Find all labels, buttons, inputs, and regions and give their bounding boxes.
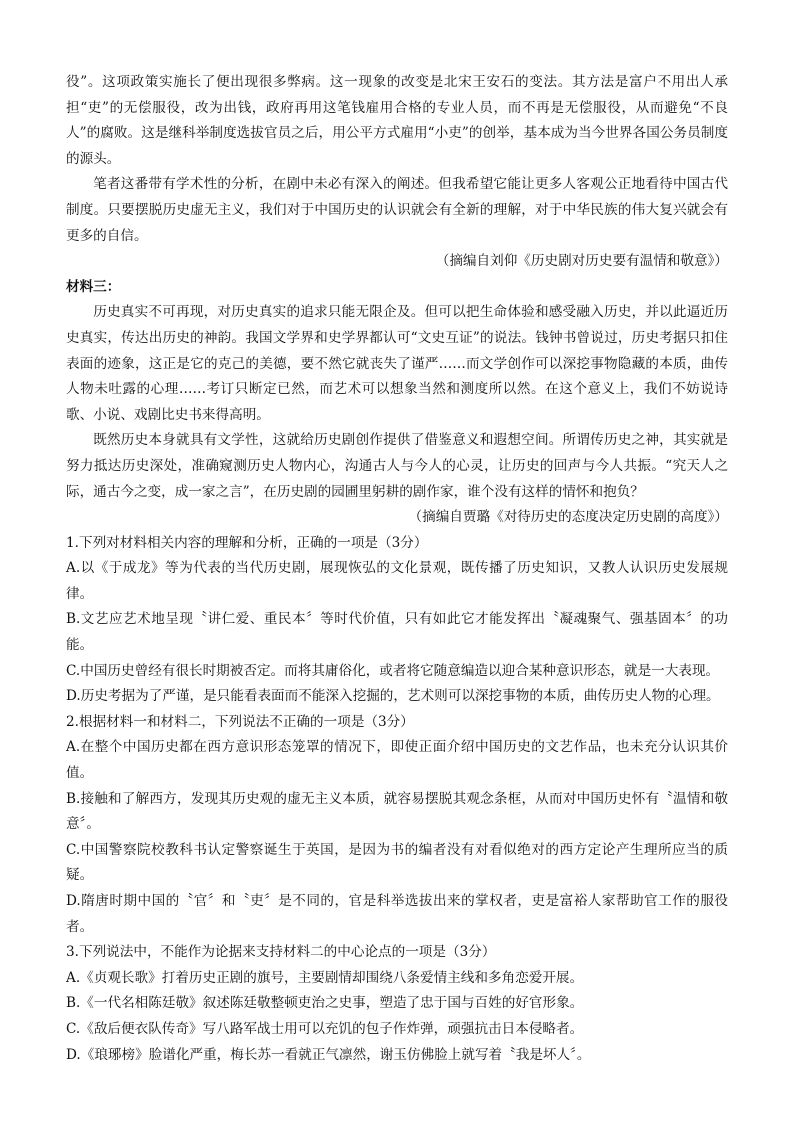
- question-2-stem: 2.根据材料一和材料二，下列说法不正确的一项是（3分）: [66, 713, 414, 730]
- question-2-option-b: B.接触和了解西方，发现其历史观的虚无主义本质，就容易摆脱其观念条框，从而对中国历史怀有〝温情和敬意〞。: [66, 790, 728, 833]
- question-1-option-d: D.历史考据为了严谨，是只能看表面而不能深入挖掘的，艺术则可以深挖事物的本质，曲传历史人物的心理。: [66, 688, 720, 705]
- question-2-option-d: D.隋唐时期中国的〝官〞和〝吏〞是不同的，官是科举选拔出来的掌权者，吏是富裕人家帮助官工作的服役者。: [66, 893, 728, 935]
- material3-heading: 材料三：: [66, 278, 121, 295]
- question-2-option-a: A.在整个中国历史都在西方意识形态笼罩的情况下，即使正面介绍中国历史的文艺作品，也未充分认识其价值。: [66, 739, 728, 782]
- material3-source: （摘编自贾璐《对待历史的态度决定历史剧的高度》）: [408, 509, 728, 526]
- question-3-stem: 3.下列说法中，不能作为论据来支持材料二的中心论点的一项是（3分）: [66, 944, 496, 961]
- question-2-option-c: C.中国警察院校教科书认定警察诞生于英国，是因为书的编者没有对看似绝对的西方定论产生理所应当的质疑。: [66, 841, 728, 884]
- question-1-option-b: B.文艺应艺术地呈现〝讲仁爱、重民本〞等时代价值，只有如此它才能发挥出〝凝魂聚气、强基固本〞的功能。: [66, 611, 728, 654]
- question-3-option-a: A.《贞观长歌》打着历史正剧的旗号，主要剧情却围绕八条爱情主线和多角恋爱开展。: [66, 969, 584, 986]
- question-1-stem: 1.下列对材料相关内容的理解和分析，正确的一项是（3分）: [66, 534, 428, 551]
- material2-paragraph-continued: 役”。这项政策实施长了便出现很多弊病。这一现象的改变是北宋王安石的变法。其方法是富户不用出人承担“吏”的无偿服役，改为出钱，政府再用这笔钱雇用合格的专业人员，而不再是无偿服役，从而避免“不良人”的腐败。这是继科举制度选拔官员之后，用公平方式雇用“小吏”的创举，基本成为当今世界各国公务员制度的源头。: [66, 74, 728, 167]
- material3-paragraph-1: 历史真实不可再现，对历史真实的追求只能无限企及。但可以把生命体验和感受融入历史，并以此逼近历史真实，传达出历史的神韵。我国文学界和史学界都认可“文史互证”的说法。钱钟书曾说过，历史考据只扣住表面的迹象，这正是它的克己的美德，要不然它就丧失了谨严……而文学创作可以深挖事物隐藏的本质，曲传人物未吐露的心理……考订只断定已然，而艺术可以想象当然和测度所以然。在这个意义上，我们不妨说诗歌、小说、戏剧比史书来得高明。: [66, 304, 728, 423]
- question-3-option-d: D.《琅琊榜》脸谱化严重，梅长苏一看就正气凛然，谢玉仿佛脸上就写着〝我是坏人〞。: [66, 1046, 591, 1063]
- question-1-option-a: A.以《于成龙》等为代表的当代历史剧，展现恢弘的文化景观，既传播了历史知识，又教人认识历史发展规律。: [66, 560, 728, 602]
- material3-paragraph-2: 既然历史本身就具有文学性，这就给历史剧创作提供了借鉴意义和遐想空间。所谓传历史之神，其实就是努力抵达历史深处，准确窥测历史人物内心，沟通古人与今人的心灵，让历史的回声与今人共振。“究天人之际，通古今之变，成一家之言”，在历史剧的园圃里躬耕的剧作家，谁个没有这样的情怀和抱负？: [66, 432, 728, 500]
- material2-source: （摘编自刘仰《历史剧对历史要有温情和敬意》）: [435, 253, 728, 270]
- material2-paragraph-2: 笔者这番带有学术性的分析，在剧中未必有深入的阐述。但我希望它能让更多人客观公正地看待中国古代制度。只要摆脱历史虚无主义，我们对于中国历史的认识就会有全新的理解，对于中华民族的伟大复兴就会有更多的自信。: [66, 176, 728, 244]
- question-1-option-c: C.中国历史曾经有很长时期被否定。而将其庸俗化，或者将它随意编造以迎合某种意识形态，就是一大表现。: [66, 662, 720, 679]
- question-3-option-b: B.《一代名相陈廷敬》叙述陈廷敬整顿吏治之史事，塑造了忠于国与百姓的好官形象。: [66, 995, 584, 1012]
- question-3-option-c: C.《敌后便衣队传奇》写八路军战士用可以充饥的包子作炸弹，顽强抗击日本侵略者。: [66, 1020, 584, 1037]
- document-page: [66, 70, 728, 1068]
